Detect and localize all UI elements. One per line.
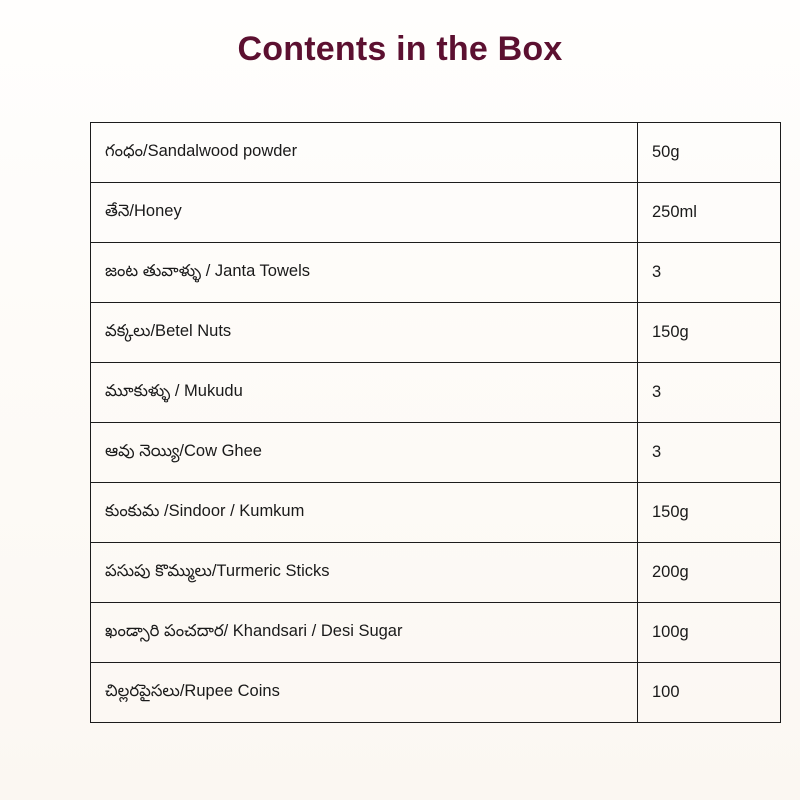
table-row <box>91 123 781 183</box>
table-row <box>91 543 781 603</box>
table-row <box>91 183 781 243</box>
item-name-cell: కుంకుమ /Sindoor / Kumkum <box>91 483 638 543</box>
contents-table-body <box>91 123 781 723</box>
item-quantity-cell: 250ml <box>638 183 781 243</box>
item-name-cell: తేనె/Honey <box>91 183 638 243</box>
table-row <box>91 363 781 423</box>
item-quantity-cell: 200g <box>638 543 781 603</box>
item-quantity-cell: 50g <box>638 123 781 183</box>
table-row <box>91 303 781 363</box>
item-name-cell: జంట తువాళ్ళు / Janta Towels <box>91 243 638 303</box>
item-name-cell: పసుపు కొమ్ములు/Turmeric Sticks <box>91 543 638 603</box>
table-row <box>91 483 781 543</box>
item-quantity-cell: 100 <box>638 663 781 723</box>
page-title: Contents in the Box <box>237 30 563 68</box>
table-row <box>91 603 781 663</box>
item-name-cell: ఆవు నెయ్యి/Cow Ghee <box>91 423 638 483</box>
table-row <box>91 243 781 303</box>
item-quantity-cell: 3 <box>638 423 781 483</box>
item-name-cell: ఖండ్సారి పంచదార/ Khandsari / Desi Sugar <box>91 603 638 663</box>
item-name-cell: గంధం/Sandalwood powder <box>91 123 638 183</box>
contents-table-wrapper <box>90 122 722 723</box>
contents-table <box>90 122 781 723</box>
item-name-cell: మూకుళ్ళు / Mukudu <box>91 363 638 423</box>
item-name-cell: చిల్లరపైసలు/Rupee Coins <box>91 663 638 723</box>
table-row <box>91 423 781 483</box>
table-row <box>91 663 781 723</box>
item-quantity-cell: 100g <box>638 603 781 663</box>
item-name-cell: వక్కలు/Betel Nuts <box>91 303 638 363</box>
item-quantity-cell: 150g <box>638 483 781 543</box>
item-quantity-cell: 150g <box>638 303 781 363</box>
item-quantity-cell: 3 <box>638 363 781 423</box>
item-quantity-cell: 3 <box>638 243 781 303</box>
